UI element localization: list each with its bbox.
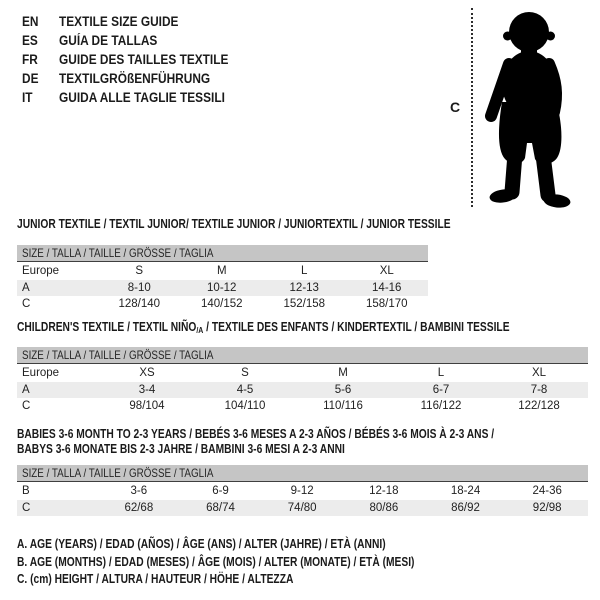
language-code: ES — [22, 33, 38, 48]
legend — [17, 536, 502, 589]
table-row-months — [17, 482, 588, 500]
size-cell: 86/92 — [451, 502, 480, 514]
row-label: B — [22, 485, 30, 497]
table-row-europe — [17, 364, 588, 382]
size-cell: 140/152 — [200, 298, 243, 310]
size-cell: 116/122 — [420, 400, 462, 412]
size-table-header: SIZE / TALLA / TAILLE / GRÖSSE / TAGLIA — [17, 347, 588, 364]
size-cell: 152/158 — [283, 298, 326, 310]
size-cell: 128/140 — [118, 298, 161, 310]
language-code: FR — [22, 52, 38, 67]
table-row-age — [17, 382, 588, 398]
size-cell: S — [135, 265, 144, 277]
size-cell: 24-36 — [532, 485, 562, 497]
size-cell: 122/128 — [518, 400, 560, 412]
size-cell: 62/68 — [124, 502, 154, 514]
size-cell: 104/110 — [224, 400, 266, 412]
size-cell: XL — [379, 265, 394, 277]
children-size-table — [17, 347, 588, 414]
size-cell: 74/80 — [287, 502, 317, 514]
subscript-a: /A — [196, 325, 204, 335]
size-cell: 158/170 — [365, 298, 408, 310]
language-list — [22, 12, 252, 107]
size-cell: 5-6 — [334, 384, 352, 396]
row-label: Europe — [22, 367, 60, 379]
size-cell: 92/98 — [532, 502, 562, 514]
language-label: GUÍA DE TALLAS — [59, 33, 158, 48]
language-row-de — [22, 69, 252, 88]
size-cell: 12-13 — [289, 282, 319, 294]
language-row-en — [22, 12, 252, 31]
section-title-babies: BABIES 3-6 MONTH TO 2-3 YEARS / BEBÉS 3-6 MESES A 2-3 AÑOS / BÉBÉS 3-6 MOIS À 2-3 ANS / BABYS 3-6 MONATE BIS 2-3 JAHRE / BAMBINI 3-6 MESI A 2-3 ANNI — [17, 427, 495, 456]
table-row-age — [17, 280, 428, 296]
size-cell: 6-7 — [432, 384, 450, 396]
table-row-height — [17, 398, 588, 414]
size-cell: 8-10 — [127, 282, 151, 294]
size-cell: 10-12 — [207, 282, 237, 294]
baby-silhouette-icon — [478, 2, 600, 214]
size-cell: 18-24 — [450, 485, 481, 497]
size-cell: XL — [531, 367, 547, 379]
legend-line-a: A. AGE (YEARS) / EDAD (AÑOS) / ÂGE (ANS) / ALTER (JAHRE) / ETÀ (ANNI) — [17, 537, 386, 551]
legend-line-b: B. AGE (MONTHS) / EDAD (MESES) / ÂGE (MOIS) / ALTER (MONATE) / ETÀ (MESI) — [17, 554, 415, 569]
size-cell: 80/86 — [369, 502, 399, 514]
section-title-junior: JUNIOR TEXTILE / TEXTIL JUNIOR/ TEXTILE JUNIOR / JUNIORTEXTIL / JUNIOR TESSILE — [17, 217, 451, 231]
size-cell: S — [241, 367, 249, 379]
section-title-children: CHILDREN'S TEXTILE / TEXTIL $NIÑO_{/A}$ / TEXTILE DES ENFANTS / KINDERTEXTIL / BAMBINI TESSILE — [17, 320, 510, 335]
size-cell: 98/104 — [129, 400, 165, 412]
size-cell: M — [338, 367, 348, 379]
size-cell: 12-18 — [369, 485, 399, 497]
size-cell: 6-9 — [212, 485, 229, 497]
language-row-es — [22, 31, 252, 50]
size-cell: L — [301, 265, 308, 277]
row-label: C — [22, 298, 31, 310]
row-label: C — [22, 400, 31, 412]
language-row-fr — [22, 50, 252, 69]
language-code: IT — [22, 90, 33, 105]
size-cell: 110/116 — [323, 400, 363, 412]
table-row-height — [17, 500, 588, 516]
size-table-header: SIZE / TALLA / TAILLE / GRÖSSE / TAGLIA — [17, 245, 428, 262]
language-code: EN — [22, 14, 39, 29]
size-cell: 9-12 — [290, 485, 314, 497]
size-cell: 3-6 — [130, 485, 148, 497]
language-code: DE — [22, 71, 39, 86]
size-cell: 68/74 — [206, 502, 235, 514]
size-cell: XS — [139, 367, 155, 379]
height-measure-dotted-line — [471, 8, 473, 207]
size-cell: 7-8 — [530, 384, 548, 396]
row-label: A — [22, 282, 30, 294]
language-label: GUIDA ALLE TAGLIE TESSILI — [59, 90, 225, 105]
row-label: C — [22, 502, 31, 514]
measure-label-c: C — [450, 99, 461, 115]
row-label: A — [22, 384, 30, 396]
size-cell: 14-16 — [372, 282, 402, 294]
language-label: TEXTILGRÖßENFÜHRUNG — [59, 71, 211, 86]
table-row-height — [17, 296, 428, 312]
language-row-it — [22, 88, 252, 107]
junior-size-table — [17, 245, 428, 312]
legend-line-c: C. (cm) HEIGHT / ALTURA / HAUTEUR / HÖHE / ALTEZZA — [17, 572, 294, 586]
row-label: Europe — [22, 265, 60, 277]
size-cell: 4-5 — [236, 384, 254, 396]
language-label: TEXTILE SIZE GUIDE — [59, 14, 179, 29]
size-cell: 3-4 — [138, 384, 156, 396]
babies-size-table — [17, 465, 588, 516]
language-label: GUIDE DES TAILLES TEXTILE — [59, 52, 229, 67]
size-cell: M — [216, 265, 227, 277]
table-row-europe — [17, 262, 428, 280]
size-table-header: SIZE / TALLA / TAILLE / GRÖSSE / TAGLIA — [17, 465, 588, 482]
size-cell: L — [437, 367, 445, 379]
